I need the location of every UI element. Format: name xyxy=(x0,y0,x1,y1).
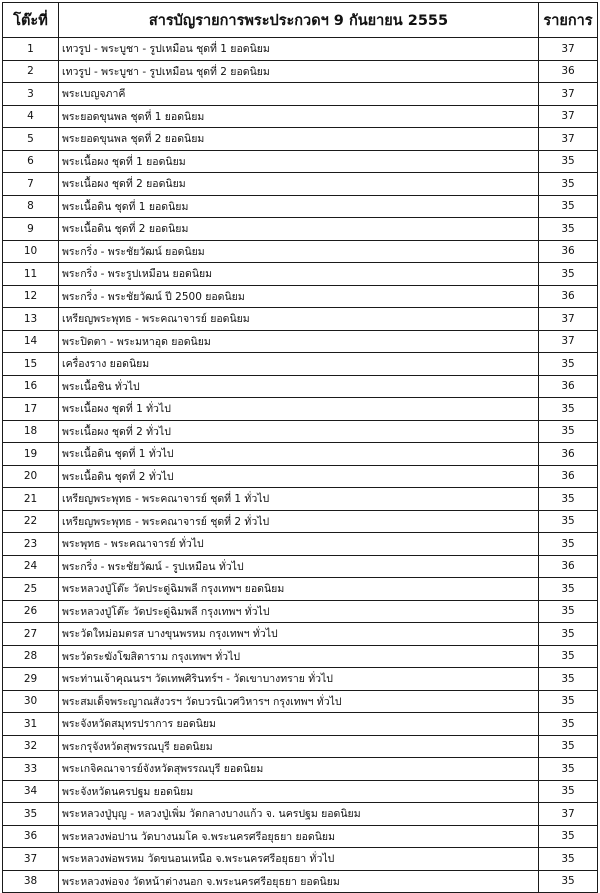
table-row xyxy=(3,285,598,308)
category-name-cell: พระกริ่ง - พระชัยวัฒน์ ยอดนิยม xyxy=(59,240,539,263)
table-number-cell: 8 xyxy=(3,195,59,218)
category-name-cell: พระวัดระฆังโฆสิตาราม กรุงเทพฯ ทั่วไป xyxy=(59,645,539,668)
table-row xyxy=(3,600,598,623)
table-row xyxy=(3,578,598,601)
table-row xyxy=(3,488,598,511)
table-number-cell: 9 xyxy=(3,218,59,241)
item-count-cell: 35 xyxy=(539,600,598,623)
table-row xyxy=(3,105,598,128)
category-name-cell: พระสมเด็จพระญาณสังวรฯ วัดบวรนิเวศวิหารฯ กรุงเทพฯ ทั่วไป xyxy=(59,690,539,713)
table-row xyxy=(3,173,598,196)
item-count-cell: 35 xyxy=(539,488,598,511)
table-row xyxy=(3,803,598,826)
category-name-cell: พระเนื้อผง ชุดที่ 1 ทั่วไป xyxy=(59,398,539,421)
category-name-cell: พระเนื้อดิน ชุดที่ 2 ทั่วไป xyxy=(59,465,539,488)
item-count-cell: 37 xyxy=(539,128,598,151)
table-row xyxy=(3,735,598,758)
item-count-cell: 35 xyxy=(539,870,598,893)
category-name-cell: พระเนื้อดิน ชุดที่ 2 ยอดนิยม xyxy=(59,218,539,241)
table-number-cell: 16 xyxy=(3,375,59,398)
table-row xyxy=(3,443,598,466)
table-number-cell: 17 xyxy=(3,398,59,421)
category-name-cell: พระเนื้อผง ชุดที่ 1 ยอดนิยม xyxy=(59,150,539,173)
category-name-cell: พระจังหวัดสมุทรปราการ ยอดนิยม xyxy=(59,713,539,736)
category-name-cell: พระกริ่ง - พระชัยวัฒน์ - รูปเหมือน ทั่วไป xyxy=(59,555,539,578)
table-number-cell: 33 xyxy=(3,758,59,781)
table-number-cell: 29 xyxy=(3,668,59,691)
category-name-cell: เหรียญพระพุทธ - พระคณาจารย์ ชุดที่ 1 ทั่วไป xyxy=(59,488,539,511)
table-number-cell: 14 xyxy=(3,330,59,353)
item-count-cell: 37 xyxy=(539,38,598,61)
item-count-cell: 35 xyxy=(539,848,598,871)
category-name-cell: พระเนื้อดิน ชุดที่ 1 ทั่วไป xyxy=(59,443,539,466)
item-count-cell: 35 xyxy=(539,218,598,241)
table-row xyxy=(3,308,598,331)
table-row xyxy=(3,195,598,218)
table-row xyxy=(3,870,598,893)
item-count-cell: 35 xyxy=(539,690,598,713)
table-row xyxy=(3,555,598,578)
table-row xyxy=(3,240,598,263)
table-row xyxy=(3,398,598,421)
item-count-cell: 35 xyxy=(539,668,598,691)
table-row xyxy=(3,645,598,668)
table-number-cell: 23 xyxy=(3,533,59,556)
category-name-cell: พระหลวงพ่อจง วัดหน้าต่างนอก จ.พระนครศรีอยุธยา ยอดนิยม xyxy=(59,870,539,893)
table-row xyxy=(3,668,598,691)
category-name-cell: พระหลวงปู่โต๊ะ วัดประดู่ฉิมพลี กรุงเทพฯ ทั่วไป xyxy=(59,600,539,623)
table-number-cell: 27 xyxy=(3,623,59,646)
item-count-cell: 37 xyxy=(539,330,598,353)
category-name-cell: พระท่านเจ้าคุณนรฯ วัดเทพศิรินทร์ฯ - วัดเขาบางทราย ทั่วไป xyxy=(59,668,539,691)
table-number-cell: 13 xyxy=(3,308,59,331)
item-count-cell: 35 xyxy=(539,623,598,646)
category-name-cell: พระกริ่ง - พระชัยวัฒน์ ปี 2500 ยอดนิยม xyxy=(59,285,539,308)
table-number-cell: 3 xyxy=(3,83,59,106)
header-table-number: โต๊ะที่ xyxy=(3,3,59,38)
contest-index-table xyxy=(2,2,598,893)
table-row xyxy=(3,263,598,286)
table-number-cell: 37 xyxy=(3,848,59,871)
item-count-cell: 35 xyxy=(539,713,598,736)
table-number-cell: 28 xyxy=(3,645,59,668)
table-number-cell: 24 xyxy=(3,555,59,578)
table-number-cell: 36 xyxy=(3,825,59,848)
table-row xyxy=(3,60,598,83)
category-name-cell: พระเนื้อดิน ชุดที่ 1 ยอดนิยม xyxy=(59,195,539,218)
item-count-cell: 35 xyxy=(539,263,598,286)
item-count-cell: 35 xyxy=(539,420,598,443)
page-title: สารบัญรายการพระประกวดฯ 9 กันยายน 2555 xyxy=(59,3,539,38)
item-count-cell: 35 xyxy=(539,353,598,376)
table-number-cell: 2 xyxy=(3,60,59,83)
table-number-cell: 38 xyxy=(3,870,59,893)
category-name-cell: พระกรุจังหวัดสุพรรณบุรี ยอดนิยม xyxy=(59,735,539,758)
table-number-cell: 5 xyxy=(3,128,59,151)
table-row xyxy=(3,375,598,398)
item-count-cell: 35 xyxy=(539,758,598,781)
item-count-cell: 35 xyxy=(539,195,598,218)
table-number-cell: 35 xyxy=(3,803,59,826)
category-name-cell: พระยอดขุนพล ชุดที่ 2 ยอดนิยม xyxy=(59,128,539,151)
item-count-cell: 35 xyxy=(539,510,598,533)
table-number-cell: 30 xyxy=(3,690,59,713)
table-number-cell: 32 xyxy=(3,735,59,758)
item-count-cell: 37 xyxy=(539,105,598,128)
item-count-cell: 35 xyxy=(539,825,598,848)
table-row xyxy=(3,848,598,871)
contest-index-sheet xyxy=(2,2,597,893)
table-number-cell: 15 xyxy=(3,353,59,376)
table-row xyxy=(3,825,598,848)
table-number-cell: 12 xyxy=(3,285,59,308)
item-count-cell: 37 xyxy=(539,803,598,826)
category-name-cell: พระยอดขุนพล ชุดที่ 1 ยอดนิยม xyxy=(59,105,539,128)
item-count-cell: 35 xyxy=(539,173,598,196)
table-row xyxy=(3,623,598,646)
category-name-cell: พระจังหวัดนครปฐม ยอดนิยม xyxy=(59,780,539,803)
table-row xyxy=(3,218,598,241)
table-number-cell: 18 xyxy=(3,420,59,443)
table-number-cell: 10 xyxy=(3,240,59,263)
table-row xyxy=(3,420,598,443)
table-number-cell: 21 xyxy=(3,488,59,511)
table-row xyxy=(3,533,598,556)
item-count-cell: 35 xyxy=(539,645,598,668)
header-item-count: รายการ xyxy=(539,3,598,38)
item-count-cell: 37 xyxy=(539,83,598,106)
item-count-cell: 37 xyxy=(539,308,598,331)
table-row xyxy=(3,780,598,803)
table-row xyxy=(3,330,598,353)
item-count-cell: 36 xyxy=(539,375,598,398)
category-name-cell: พระหลวงปู่โต๊ะ วัดประดู่ฉิมพลี กรุงเทพฯ ยอดนิยม xyxy=(59,578,539,601)
category-name-cell: พระพุทธ - พระคณาจารย์ ทั่วไป xyxy=(59,533,539,556)
table-number-cell: 19 xyxy=(3,443,59,466)
table-number-cell: 7 xyxy=(3,173,59,196)
table-number-cell: 11 xyxy=(3,263,59,286)
table-number-cell: 6 xyxy=(3,150,59,173)
table-row xyxy=(3,758,598,781)
category-name-cell: เหรียญพระพุทธ - พระคณาจารย์ ชุดที่ 2 ทั่วไป xyxy=(59,510,539,533)
category-name-cell: พระหลวงปู่บุญ - หลวงปู่เพิ่ม วัดกลางบางแก้ว จ. นครปฐม ยอดนิยม xyxy=(59,803,539,826)
table-row xyxy=(3,353,598,376)
table-number-cell: 31 xyxy=(3,713,59,736)
header-row xyxy=(3,3,598,38)
table-number-cell: 22 xyxy=(3,510,59,533)
table-number-cell: 20 xyxy=(3,465,59,488)
category-name-cell: พระเนื้อชิน ทั่วไป xyxy=(59,375,539,398)
category-name-cell: พระวัดใหม่อมตรส บางขุนพรหม กรุงเทพฯ ทั่วไป xyxy=(59,623,539,646)
item-count-cell: 36 xyxy=(539,285,598,308)
table-row xyxy=(3,150,598,173)
category-name-cell: เทวรูป - พระบูชา - รูปเหมือน ชุดที่ 1 ยอดนิยม xyxy=(59,38,539,61)
item-count-cell: 36 xyxy=(539,60,598,83)
table-number-cell: 26 xyxy=(3,600,59,623)
table-row xyxy=(3,128,598,151)
item-count-cell: 35 xyxy=(539,780,598,803)
table-row xyxy=(3,83,598,106)
category-name-cell: พระปิดตา - พระมหาอุด ยอดนิยม xyxy=(59,330,539,353)
item-count-cell: 35 xyxy=(539,398,598,421)
item-count-cell: 35 xyxy=(539,150,598,173)
item-count-cell: 36 xyxy=(539,465,598,488)
item-count-cell: 35 xyxy=(539,735,598,758)
table-row xyxy=(3,713,598,736)
table-number-cell: 25 xyxy=(3,578,59,601)
category-name-cell: เครื่องราง ยอดนิยม xyxy=(59,353,539,376)
category-name-cell: พระหลวงพ่อปาน วัดบางนมโค จ.พระนครศรีอยุธยา ยอดนิยม xyxy=(59,825,539,848)
item-count-cell: 36 xyxy=(539,443,598,466)
category-name-cell: พระหลวงพ่อพรหม วัดขนอนเหนือ จ.พระนครศรีอยุธยา ทั่วไป xyxy=(59,848,539,871)
table-number-cell: 34 xyxy=(3,780,59,803)
table-row xyxy=(3,510,598,533)
table-row xyxy=(3,38,598,61)
category-name-cell: เหรียญพระพุทธ - พระคณาจารย์ ยอดนิยม xyxy=(59,308,539,331)
item-count-cell: 35 xyxy=(539,578,598,601)
item-count-cell: 36 xyxy=(539,555,598,578)
category-name-cell: พระเนื้อผง ชุดที่ 2 ยอดนิยม xyxy=(59,173,539,196)
item-count-cell: 35 xyxy=(539,533,598,556)
category-name-cell: เทวรูป - พระบูชา - รูปเหมือน ชุดที่ 2 ยอดนิยม xyxy=(59,60,539,83)
category-name-cell: พระกริ่ง - พระรูปเหมือน ยอดนิยม xyxy=(59,263,539,286)
item-count-cell: 36 xyxy=(539,240,598,263)
category-name-cell: พระเกจิคณาจารย์จังหวัดสุพรรณบุรี ยอดนิยม xyxy=(59,758,539,781)
category-name-cell: พระเนื้อผง ชุดที่ 2 ทั่วไป xyxy=(59,420,539,443)
table-row xyxy=(3,690,598,713)
table-row xyxy=(3,465,598,488)
table-number-cell: 4 xyxy=(3,105,59,128)
table-number-cell: 1 xyxy=(3,38,59,61)
category-name-cell: พระเบญจภาคี xyxy=(59,83,539,106)
